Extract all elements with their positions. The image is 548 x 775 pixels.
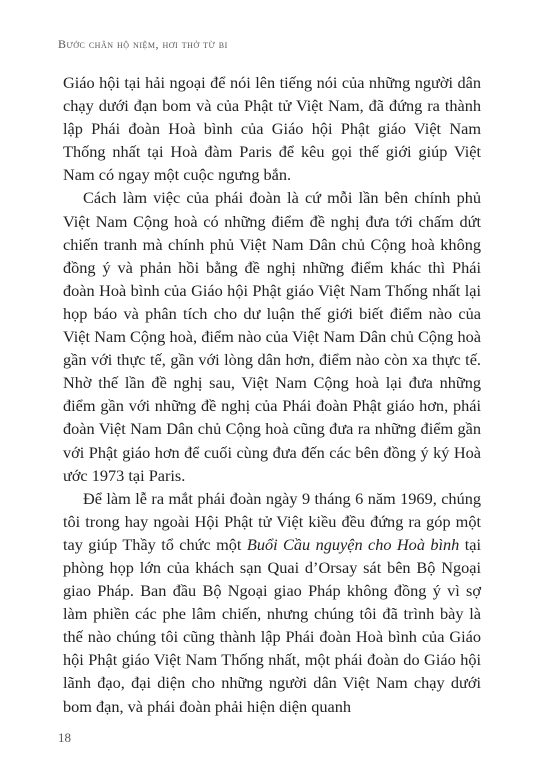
- body-text: [63, 71, 481, 718]
- paragraph-1: Giáo hội tại hải ngoại để nói lên tiếng nói của những người dân chạy dưới đạn bom và của Phật tử Việt Nam, đã đứng ra thành lập Phái đoàn Hoà bình của Giáo hội Phật giáo Việt Nam Thống nhất tại Hoà đàm Paris để kêu gọi thế giới giúp Việt Nam có ngay một cuộc ngưng bắn.: [63, 73, 481, 185]
- page-number: 18: [58, 730, 71, 745]
- paragraph-3: [63, 487, 481, 718]
- running-header: Bước chân hộ niệm, hơi thở từ bi: [58, 37, 228, 51]
- event-title-italic: Buổi Cầu nguyện cho Hoà bình: [246, 534, 460, 554]
- paragraph-3-text-before: Để làm lễ ra mắt phái đoàn ngày 9 tháng 6 năm 1969, chúng tôi trong hay ngoài Hội Phật tử Việt kiều đều đứng ra góp một tay giúp Thầy tổ chức một: [63, 488, 481, 554]
- paragraph-2: Cách làm việc của phái đoàn là cứ mỗi lần bên chính phủ Việt Nam Cộng hoà có những điểm đề nghị đưa tới chấm dứt chiến tranh mà chính phủ Việt Nam Dân chủ Cộng hoà không đồng ý và phản hồi bằng đề nghị những điểm khác thì Phái đoàn Hoà bình của Giáo hội Phật giáo Việt Nam Thống nhất lại họp báo và phân tích cho dư luận thế giới biết điểm nào của Việt Nam Cộng hoà, điểm nào của Việt Nam Dân chủ Cộng hoà gần với thực tế, gần với lòng dân hơn, điểm nào còn xa thực tế. Nhờ thế lần đề nghị sau, Việt Nam Cộng hoà lại đưa những điểm gần với những đề nghị của Phái đoàn Phật giáo hơn, phái đoàn Việt Nam Dân chủ Cộng hoà cũng đưa ra những điểm gần với Phật giáo hơn để cuối cùng đưa đến các bên đồng ý ký Hoà ước 1973 tại Paris.: [63, 188, 481, 485]
- paragraph-3-text-after: tại phòng họp lớn của khách sạn Quai d’Orsay sát bên Bộ Ngoại giao Pháp. Ban đầu Bộ Ngoại giao Pháp không đồng ý vì sợ làm phiền các phe lâm chiến, nhưng chúng tôi đã trình bày là thế nào chúng tôi cũng thành lập Phái đoàn Hoà bình của Giáo hội Phật giáo Việt Nam Thống nhất, một phái đoàn do Giáo hội lãnh đạo, đại diện cho những người dân Việt Nam chạy dưới bom đạn, và phái đoàn phải hiện diện quanh: [63, 534, 482, 716]
